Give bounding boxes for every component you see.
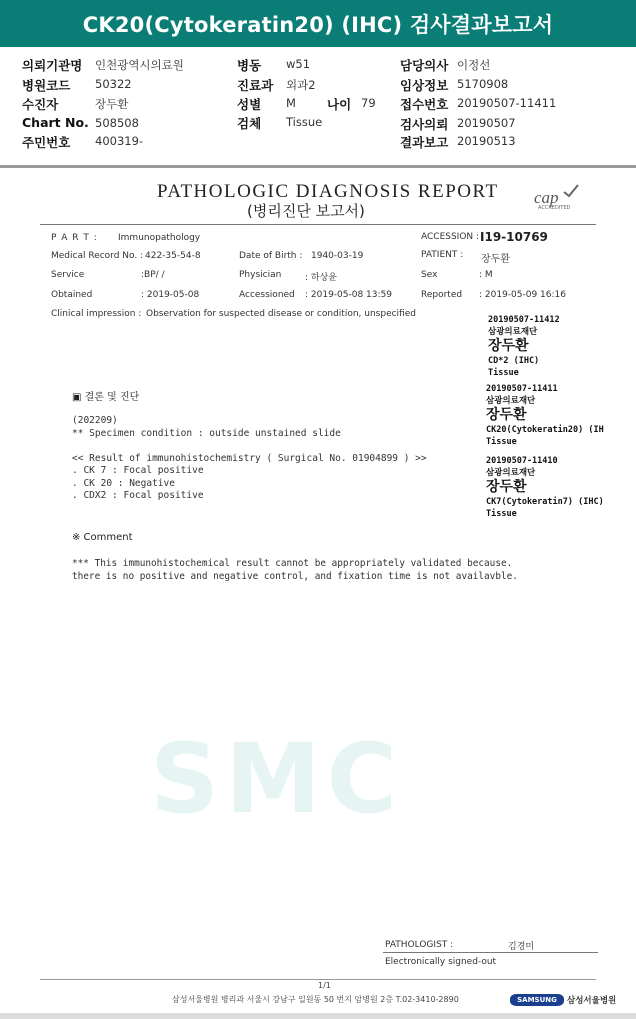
patient-label: PATIENT : bbox=[421, 250, 464, 260]
diagnosis-line: ** Specimen condition : outside unstained slide bbox=[72, 427, 341, 439]
samsung-logo-text: SAMSUNG bbox=[517, 996, 557, 1004]
report-subtitle: (병리진단 보고서) bbox=[247, 202, 365, 220]
mrn-value: 422-35-54-8 bbox=[145, 251, 201, 261]
header-value-department: 외과2 bbox=[286, 78, 316, 92]
title-bar bbox=[0, 0, 636, 47]
specimen-label-3 bbox=[486, 455, 604, 520]
physician-label: Physician bbox=[239, 270, 282, 280]
label-org: 삼광의료재단 bbox=[488, 327, 538, 337]
header-value-report-date: 20190513 bbox=[457, 134, 516, 148]
label-id: 20190507-11412 bbox=[488, 315, 560, 325]
header-label-department: 진료과 bbox=[237, 78, 274, 93]
header-value-hospital-code: 50322 bbox=[95, 77, 132, 91]
pathologist-name: 김경미 bbox=[508, 942, 535, 952]
report-page bbox=[0, 168, 636, 1019]
part-label: P A R T : bbox=[51, 233, 98, 243]
comment-heading: ※ Comment bbox=[72, 532, 133, 543]
page-number: 1/1 bbox=[318, 981, 331, 990]
header-value-clinical-info: 5170908 bbox=[457, 77, 509, 91]
specimen-label-1 bbox=[488, 314, 560, 379]
header-value-request-date: 20190507 bbox=[457, 116, 516, 130]
hospital-logo-text: 삼성서울병원 bbox=[567, 996, 617, 1006]
sex-label: Sex bbox=[421, 270, 438, 280]
diagnosis-blank bbox=[72, 440, 427, 453]
header-label-clinical-info: 임상정보 bbox=[400, 78, 449, 93]
label-test: CD*2 (IHC) bbox=[488, 356, 540, 366]
signed-note: Electronically signed-out bbox=[385, 957, 497, 967]
label-patient-name: 장두환 bbox=[486, 479, 527, 495]
header-value-doctor: 이정선 bbox=[457, 58, 491, 72]
specimen-label-2 bbox=[486, 383, 604, 448]
signature-rule bbox=[383, 952, 598, 953]
clinical-label: Clinical impression : bbox=[51, 309, 142, 319]
label-specimen: Tissue bbox=[486, 437, 517, 447]
header-label-ward: 병동 bbox=[237, 58, 262, 73]
bottom-bar bbox=[0, 1013, 636, 1019]
patient-value: 장두환 bbox=[481, 254, 510, 265]
physician-value: : 하상윤 bbox=[305, 273, 337, 283]
accessioned-label: Accessioned bbox=[239, 290, 295, 300]
header-label-specimen: 검체 bbox=[237, 116, 262, 131]
diagnosis-line: << Result of immunohistochemistry ( Surgical No. 01904899 ) >> bbox=[72, 452, 427, 464]
header-label-sex: 성별 bbox=[237, 97, 262, 112]
obtained-value: : 2019-05-08 bbox=[141, 290, 200, 300]
header-value-patient: 장두환 bbox=[95, 97, 129, 111]
header-label-resident-no: 주민번호 bbox=[22, 135, 71, 150]
label-org: 삼광의료재단 bbox=[486, 396, 536, 406]
header-label-request-date: 검사의뢰 bbox=[400, 117, 449, 132]
header-label-report-date: 결과보고 bbox=[400, 135, 449, 150]
label-specimen: Tissue bbox=[486, 509, 517, 519]
check-icon bbox=[562, 184, 580, 198]
comment-line: *** This immunohistochemical result cannot be appropriately validated because. bbox=[72, 558, 513, 569]
header-value-age: 79 bbox=[361, 96, 376, 110]
header-value-receipt-no: 20190507-11411 bbox=[457, 96, 557, 110]
header-value-specimen: Tissue bbox=[286, 115, 323, 129]
diagnosis-line: (202209) bbox=[72, 415, 118, 426]
header-label-hospital-code: 병원코드 bbox=[22, 78, 71, 93]
diagnosis-line: . CDX2 : Focal positive bbox=[72, 490, 204, 501]
pathologist-label: PATHOLOGIST : bbox=[385, 940, 454, 950]
diagnosis-heading: ▣ 결론 및 진단 bbox=[72, 392, 140, 403]
label-test: CK20(Cytokeratin20) (IH bbox=[486, 425, 604, 435]
header-value-ward: w51 bbox=[286, 57, 311, 71]
report-title: PATHOLOGIC DIAGNOSIS REPORT bbox=[157, 181, 499, 202]
dob-label: Date of Birth : bbox=[239, 251, 303, 261]
service-value: :BP/ / bbox=[141, 270, 165, 280]
header-label-age: 나이 bbox=[327, 97, 352, 112]
reported-label: Reported bbox=[421, 290, 463, 300]
label-test: CK7(Cytokeratin7) (IHC) bbox=[486, 497, 604, 507]
header-label-chart-no: Chart No. bbox=[22, 115, 89, 130]
label-org: 삼광의료재단 bbox=[486, 468, 536, 478]
header-label-institution: 의뢰기관명 bbox=[22, 58, 83, 73]
reported-value: : 2019-05-09 16:16 bbox=[479, 290, 566, 300]
hospital-watermark: SMC bbox=[150, 723, 404, 835]
clinical-value: Observation for suspected disease or condition, unspecified bbox=[146, 309, 416, 319]
obtained-label: Obtained bbox=[51, 290, 93, 300]
header-label-receipt-no: 접수번호 bbox=[400, 97, 449, 112]
label-id: 20190507-11410 bbox=[486, 456, 558, 466]
header-value-sex: M bbox=[286, 96, 296, 110]
diagnosis-body bbox=[72, 415, 427, 503]
label-patient-name: 장두환 bbox=[486, 407, 527, 423]
cap-logo bbox=[534, 188, 570, 211]
samsung-logo bbox=[510, 994, 564, 1006]
cap-logo-text: cap bbox=[534, 188, 559, 207]
cap-accredited: ACCREDITED bbox=[538, 205, 571, 211]
diagnosis-line: . CK 20 : Negative bbox=[72, 477, 175, 489]
footer-rule bbox=[40, 979, 596, 980]
comment-line: there is no positive and negative control, and fixation time is not availavble. bbox=[72, 570, 518, 582]
label-id: 20190507-11411 bbox=[486, 384, 558, 394]
service-label: Service bbox=[51, 270, 85, 280]
accessioned-value: : 2019-05-08 13:59 bbox=[305, 290, 392, 300]
dob-value: 1940-03-19 bbox=[311, 251, 364, 261]
accession-label: ACCESSION : bbox=[421, 232, 480, 242]
header-value-chart-no: 508508 bbox=[95, 116, 139, 130]
label-specimen: Tissue bbox=[488, 368, 519, 378]
comment-body bbox=[72, 558, 518, 583]
footer-address: 삼성서울병원 병리과 서울시 강남구 일원동 50 번지 암병원 2층 T.02-3410-2890 bbox=[172, 995, 459, 1004]
sex-value: : M bbox=[479, 270, 493, 280]
diagnosis-line: . CK 7 : Focal positive bbox=[72, 465, 204, 476]
header-value-resident-no: 400319- bbox=[95, 134, 144, 148]
part-value: Immunopathology bbox=[118, 233, 201, 243]
mrn-label: Medical Record No. : bbox=[51, 251, 144, 261]
page-title: CK20(Cytokeratin20) (IHC) 검사결과보고서 bbox=[82, 13, 554, 37]
title-rule bbox=[40, 224, 596, 225]
accession-value: I19-10769 bbox=[480, 230, 548, 244]
label-patient-name: 장두환 bbox=[488, 338, 529, 354]
header-label-patient: 수진자 bbox=[22, 97, 59, 112]
header-value-institution: 인천광역시의료원 bbox=[95, 58, 184, 72]
header-label-doctor: 담당의사 bbox=[400, 58, 449, 73]
